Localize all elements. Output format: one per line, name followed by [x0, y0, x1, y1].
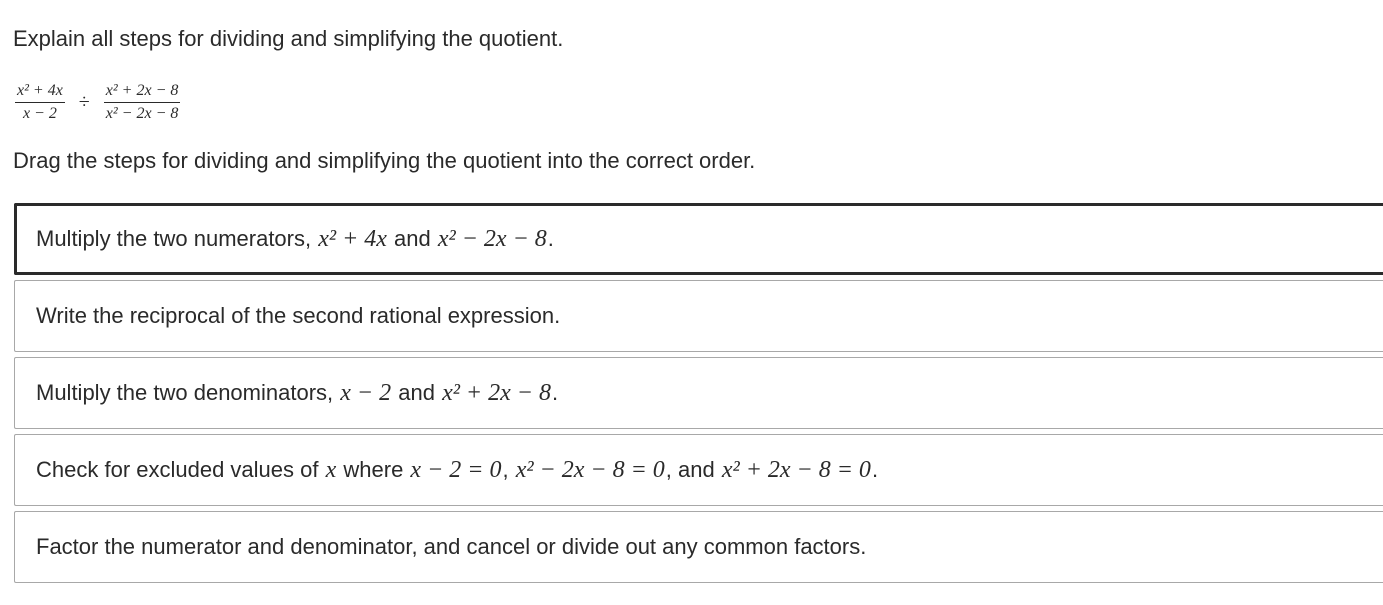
- drag-steps-list: [14, 203, 1383, 588]
- step-text: Check for excluded values of: [36, 457, 325, 482]
- step-text: .: [871, 457, 879, 482]
- right-fraction: [104, 82, 181, 123]
- step-text: , and: [665, 457, 721, 482]
- left-denominator: x − 2: [22, 104, 57, 122]
- step-item[interactable]: [14, 511, 1383, 583]
- step-math: x² + 2x − 8: [442, 379, 551, 406]
- right-denominator: x² − 2x − 8: [105, 104, 179, 122]
- step-math: x² − 2x − 8 = 0: [515, 456, 665, 483]
- step-item[interactable]: [14, 203, 1383, 275]
- step-text: Multiply the two numerators,: [36, 226, 318, 251]
- drag-instruction: Drag the steps for dividing and simplifying the quotient into the correct order.: [13, 148, 756, 173]
- step-text: and: [392, 380, 442, 405]
- left-numerator: x² + 4x: [15, 82, 65, 103]
- step-math: x² − 2x − 8: [437, 225, 547, 252]
- step-item[interactable]: [14, 280, 1383, 352]
- step-item[interactable]: [14, 434, 1383, 506]
- left-fraction: [15, 82, 65, 123]
- right-numerator: x² + 2x − 8: [104, 82, 181, 103]
- step-text: Write the reciprocal of the second rational expression.: [36, 303, 561, 328]
- step-math: x² + 4x: [318, 225, 387, 252]
- step-text: Multiply the two denominators,: [36, 380, 340, 405]
- step-text: .: [551, 380, 559, 405]
- step-math: x: [325, 456, 337, 483]
- step-text: ,: [502, 457, 515, 482]
- division-sign: ÷: [78, 90, 90, 113]
- step-math: x − 2: [340, 379, 392, 406]
- step-text: where: [337, 457, 410, 482]
- step-math: x² + 2x − 8 = 0: [721, 456, 871, 483]
- quotient-expression: [15, 80, 180, 124]
- question-prompt: Explain all steps for dividing and simplifying the quotient.: [13, 26, 564, 51]
- step-item[interactable]: [14, 357, 1383, 429]
- step-text: Factor the numerator and denominator, and cancel or divide out any common factors.: [36, 534, 867, 559]
- step-text: .: [547, 226, 554, 251]
- step-text: and: [387, 226, 437, 251]
- step-math: x − 2 = 0: [410, 456, 502, 483]
